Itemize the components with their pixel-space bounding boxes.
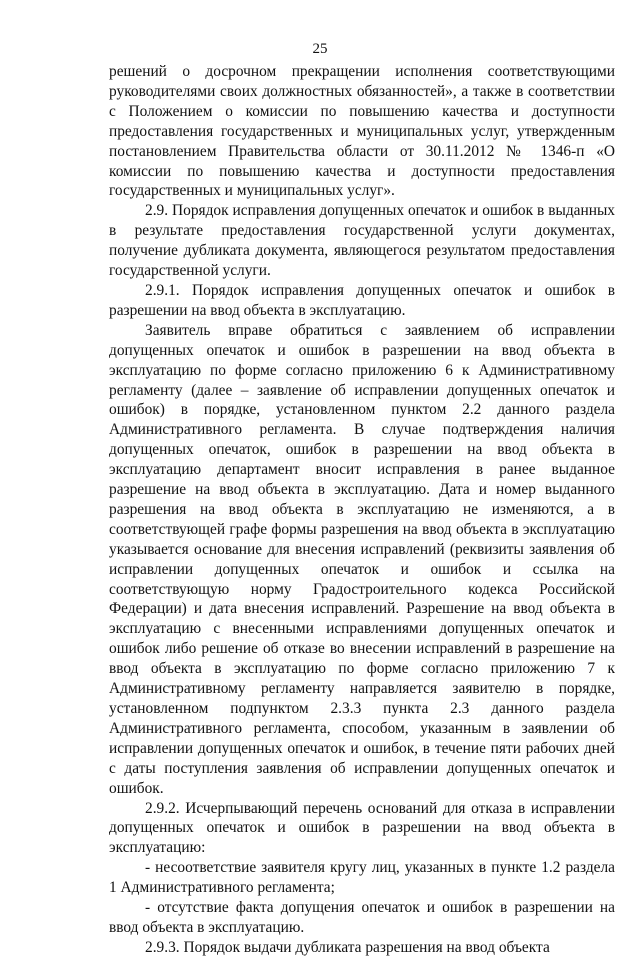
- page-number: 25: [312, 41, 328, 57]
- paragraph-section-2-9-1: 2.9.1. Порядок исправления допущенных опечаток и ошибок в разрешении на ввод объекта в эксплуатацию.: [109, 281, 615, 319]
- list-item-refusal-reason-1: - несоответствие заявителя кругу лиц, указанных в пункте 1.2 раздела 1 Административного регламента;: [109, 859, 615, 897]
- list-item-refusal-reason-2: - отсутствие факта допущения опечаток и ошибок в разрешении на ввод объекта в эксплуатацию.: [109, 899, 615, 936]
- paragraph-continuation: решений о досрочном прекращении исполнения соответствующими руководителями своих должностных обязанностей», а также в соответствии с Положением о комиссии по повышению качества и доступности предоставления государственных и муниципальных услуг, утвержденным постановлением Правительства области от 30.11.2012 № 1346-п «О комиссии по повышению качества и доступности предоставления государственных и муниципальных услуг».: [109, 63, 615, 200]
- document-body: [109, 62, 615, 958]
- paragraph-section-2-9-3: 2.9.3. Порядок выдачи дубликата разрешения на ввод объекта: [145, 938, 550, 956]
- paragraph-applicant-right: Заявитель вправе обратиться с заявлением об исправлении допущенных опечаток и ошибок в разрешении на ввод объекта в эксплуатацию по форме согласно приложению 6 к Административному регламенту (далее – заявление об исправлении допущенных опечаток и ошибок) в порядке, установленном пунктом 2.2 данного раздела Административного регламента. В случае подтверждения наличия допущенных опечаток, ошибок в разрешении на ввод объекта в эксплуатацию департамент вносит исправления в ранее выданное разрешение на ввод объекта в эксплуатацию. Дата и номер выданного разрешения на ввод объекта в эксплуатацию не изменяются, а в соответствующей графе формы разрешения на ввод объекта в эксплуатацию указывается основание для внесения исправлений (реквизиты заявления об исправлении допущенных опечаток и ошибок и ссылка на соответствующую норму Градостроительного кодекса Российской Федерации) и дата внесения исправлений. Разрешение на ввод объекта в эксплуатацию с внесенными исправлениями допущенных опечаток и ошибок либо решение об отказе во внесении исправлений в разрешение на ввод объекта в эксплуатацию по форме согласно приложению 7 к Административному регламенту направляется заявителю в порядке, установленном подпунктом 2.3.3 пункта 2.3 данного раздела Административного регламента, способом, указанным в заявлении об исправлении допущенных опечаток и ошибок, в течение пяти рабочих дней с даты поступления заявления об исправлении допущенных опечаток и ошибок.: [109, 321, 615, 797]
- paragraph-section-2-9-2: 2.9.2. Исчерпывающий перечень оснований для отказа в исправлении допущенных опечаток и ошибок в разрешении на ввод объекта в эксплуатацию:: [109, 799, 615, 857]
- paragraph-section-2-9: 2.9. Порядок исправления допущенных опечаток и ошибок в выданных в результате предоставления государственной услуги документах, получение дубликата документа, являющегося результатом предоставления государственной услуги.: [109, 202, 615, 280]
